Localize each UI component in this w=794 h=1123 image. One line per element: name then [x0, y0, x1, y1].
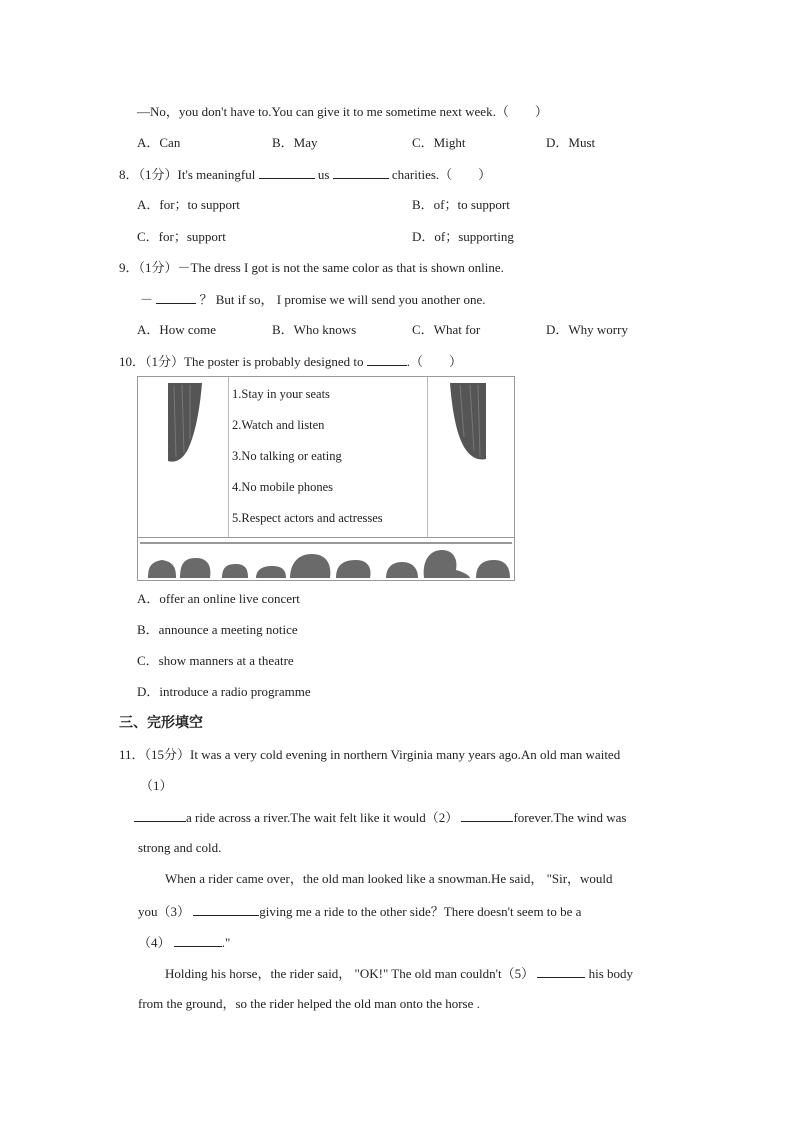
q11-text-6b: .": [221, 935, 231, 950]
q11-line-6: [138, 934, 230, 951]
q8-option-c[interactable]: C．for；support: [137, 229, 226, 244]
q11-line-4: When a rider came over，the old man looked like a snowman.He said， "Sir，would: [165, 871, 613, 886]
poster-rule-5: 5.Respect actors and actresses: [232, 511, 383, 525]
q9-blank[interactable]: [156, 291, 196, 304]
q8-option-a[interactable]: A．for；to support: [137, 197, 240, 212]
q7-option-c[interactable]: C．Might: [412, 135, 466, 150]
q8-stem: [119, 166, 491, 183]
q8-number: 8．: [119, 167, 139, 182]
q10-stem-b: .（ ）: [406, 354, 462, 369]
q10-stem: [119, 353, 462, 370]
q11-text-5a: you（3）: [138, 904, 191, 919]
q8-blank-1[interactable]: [259, 166, 315, 179]
poster-rule-3: 3.No talking or eating: [232, 449, 342, 463]
q11-text-7a: Holding his horse，the rider said， "OK!" The old man couldn't（5）: [165, 966, 535, 981]
q11-blank-5[interactable]: [537, 965, 585, 978]
poster-rule-2: 2.Watch and listen: [232, 418, 325, 432]
q7-option-a[interactable]: A．Can: [137, 135, 181, 150]
q11-line-7: [165, 965, 633, 982]
right-curtain-icon: [428, 377, 516, 537]
poster-divider: [138, 537, 514, 538]
q10-option-d[interactable]: D．introduce a radio programme: [137, 684, 311, 699]
q9-line-2: ？ But if so， I promise we will send you another one.: [199, 292, 486, 307]
q10-option-c[interactable]: C．show manners at a theatre: [137, 653, 294, 668]
q9-stem: [119, 260, 504, 276]
q11-line-2: [134, 809, 626, 826]
q11-blank-2[interactable]: [461, 809, 513, 822]
q7-option-b[interactable]: B．May: [272, 135, 318, 150]
section-3-title: 三、完形填空: [119, 715, 203, 731]
poster-rule-1: 1.Stay in your seats: [232, 387, 330, 401]
poster-rule-4: 4.No mobile phones: [232, 480, 334, 494]
q8-option-b[interactable]: B．of；to support: [412, 197, 510, 212]
q9-dash: －: [140, 292, 154, 307]
q8-stem-b: us: [317, 167, 330, 182]
q11-blank-4[interactable]: [174, 934, 222, 947]
q8-option-d[interactable]: D．of；supporting: [412, 229, 514, 244]
q9-option-c[interactable]: C．What for: [412, 322, 481, 337]
q9-option-b[interactable]: B．Who knows: [272, 322, 357, 337]
q8-blank-2[interactable]: [333, 166, 389, 179]
poster-right-panel: [427, 377, 516, 537]
theatre-poster: [137, 376, 515, 581]
q8-score: （1分）: [138, 167, 178, 182]
q11-line-8: from the ground，so the rider helped the old man onto the horse .: [138, 996, 480, 1011]
q8-stem-c: charities.（ ）: [391, 167, 492, 182]
q11-text-2b: forever.The wind was: [513, 810, 627, 825]
q7-stem: —No，you don't have to.You can give it to me sometime next week.（ ）: [137, 104, 548, 119]
q9-reply: [140, 291, 485, 308]
audience-silhouette-icon: [140, 540, 512, 578]
poster-left-panel: [138, 377, 229, 537]
q9-option-d[interactable]: D．Why worry: [546, 322, 628, 337]
q9-number: 9．: [119, 260, 139, 275]
q11-text-2a: a ride across a river.The wait felt like it would（2）: [186, 810, 459, 825]
q11-text-7b: his body: [588, 966, 634, 981]
q11-line-5: [138, 903, 581, 920]
q11-line-3: strong and cold.: [138, 840, 222, 855]
q11-text-6a: （4）: [138, 935, 171, 950]
q10-blank[interactable]: [367, 353, 407, 366]
q9-score: （1分）: [138, 260, 178, 275]
q8-stem-a: It's meaningful: [177, 167, 256, 182]
q10-score: （1分）: [145, 354, 185, 369]
q9-option-a[interactable]: A．How come: [137, 322, 217, 337]
q10-option-b[interactable]: B．announce a meeting notice: [137, 622, 298, 637]
q11-text-1: It was a very cold evening in northern Virginia many years ago.An old man waited: [190, 747, 621, 762]
q11-blank-3[interactable]: [193, 903, 259, 916]
q10-number: 10．: [119, 354, 146, 369]
q11-number: 11．: [119, 747, 145, 762]
q10-stem-a: The poster is probably designed to: [184, 354, 364, 369]
q11-text-5b: giving me a ride to the other side？There doesn't seem to be a: [259, 904, 582, 919]
q11-blank-1[interactable]: [134, 809, 186, 822]
q11-score: （15分）: [144, 747, 191, 762]
q7-option-d[interactable]: D．Must: [546, 135, 596, 150]
left-curtain-icon: [138, 377, 228, 537]
q11-line-1: [119, 747, 620, 763]
q11-blank-1-label: （1）: [140, 778, 173, 793]
q9-line-1: －The dress I got is not the same color as that is shown online.: [177, 260, 504, 275]
q10-option-a[interactable]: A．offer an online live concert: [137, 591, 300, 606]
